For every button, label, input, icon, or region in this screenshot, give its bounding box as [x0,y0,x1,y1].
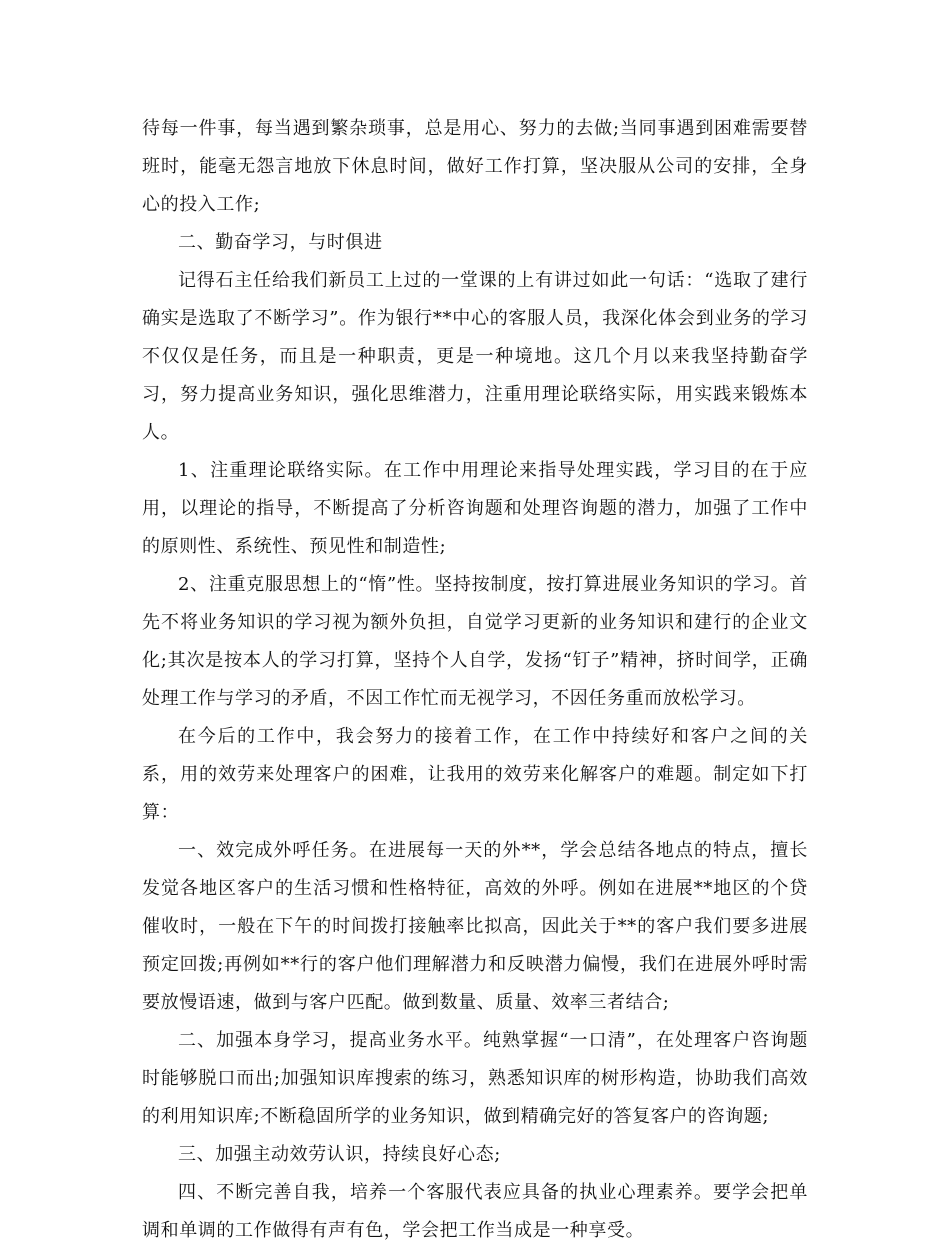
paragraph-5: 2、注重克服思想上的“惰”性。坚持按制度，按打算进展业务知识的学习。首先不将业务知识的学习视为额外负担，自觉学习更新的业务知识和建行的企业文化;其次是按本人的学习打算，坚持个人自学，发扬“钉子”精神，挤时间学，正确处理工作与学习的矛盾，不因工作忙而无视学习，不因任务重而放松学习。 [142,574,808,709]
paragraph-6: 在今后的工作中，我会努力的接着工作，在工作中持续好和客户之间的关系，用的效劳来处理客户的困难，让我用的效劳来化解客户的难题。制定如下打算： [142,726,808,823]
paragraph-3: 记得石主任给我们新员工上过的一堂课的上有讲过如此一句话：“选取了建行确实是选取了不断学习”。作为银行**中心的客服人员，我深化体会到业务的学习不仅仅是任务，而且是一种职责，更是一种境地。这几个月以来我坚持勤奋学习，努力提高业务知识，强化思维潜力，注重用理论联络实际，用实践来锻炼本人。 [142,270,808,443]
paragraph-2-heading: 二、勤奋学习，与时俱进 [178,232,383,253]
paragraph-8: 二、加强本身学习，提高业务水平。纯熟掌握“一口清”，在处理客户咨询题时能够脱口而出;加强知识库搜索的练习，熟悉知识库的树形构造，协助我们高效的利用知识库;不断稳固所学的业务知识，做到精确完好的答复客户的咨询题; [142,1030,808,1127]
paragraph-9: 三、加强主动效劳认识，持续良好心态; [178,1144,501,1165]
paragraph-7: 一、效完成外呼任务。在进展每一天的外**，学会总结各地点的特点，擅长发觉各地区客户的生活习惯和性格特征，高效的外呼。例如在进展**地区的个贷催收时，一般在下午的时间拨打接触率比拟高，因此关于**的客户我们要多进展预定回拨;再例如**行的客户他们理解潜力和反映潜力偏慢，我们在进展外呼时需要放慢语速，做到与客户匹配。做到数量、质量、效率三者结合; [142,840,808,1013]
document-body [142,110,808,1250]
paragraph-10: 四、不断完善自我，培养一个客服代表应具备的执业心理素养。要学会把单调和单调的工作做得有声有色，学会把工作当成是一种享受。 [142,1182,808,1241]
paragraph-4: 1、注重理论联络实际。在工作中用理论来指导处理实践，学习目的在于应用，以理论的指导，不断提高了分析咨询题和处理咨询题的潜力，加强了工作中的原则性、系统性、预见性和制造性; [142,460,808,557]
paragraph-1: 待每一件事，每当遇到繁杂琐事，总是用心、努力的去做;当同事遇到困难需要替班时，能毫无怨言地放下休息时间，做好工作打算，坚决服从公司的安排，全身心的投入工作; [142,118,808,215]
